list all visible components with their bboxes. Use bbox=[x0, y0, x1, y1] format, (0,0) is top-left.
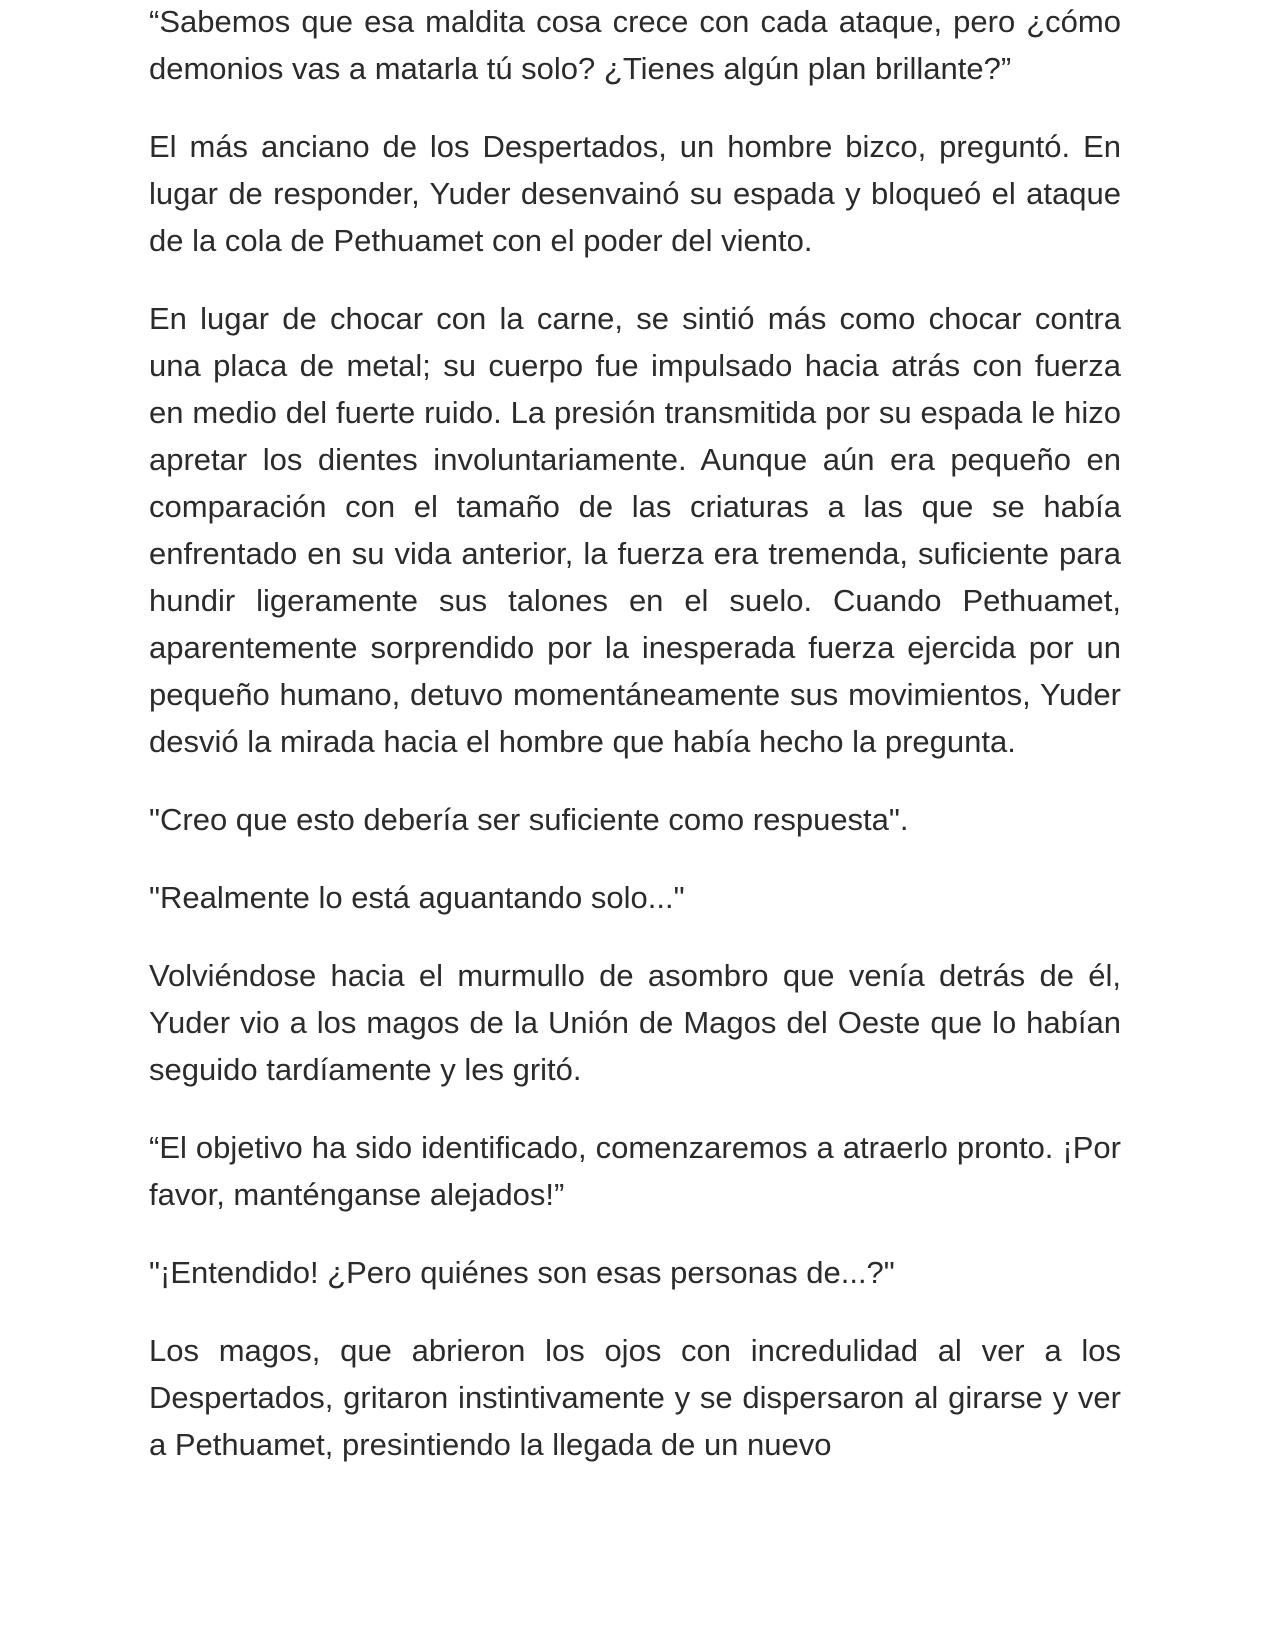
paragraph-4: "Creo que esto debería ser suficiente como respuesta". bbox=[149, 802, 909, 837]
paragraph-6: Volviéndose hacia el murmullo de asombro que venía detrás de él, Yuder vio a los magos de la Unión de Magos del Oeste que lo habían seguido tardíamente y les gritó. bbox=[149, 958, 1121, 1087]
paragraph-5: "Realmente lo está aguantando solo..." bbox=[149, 880, 685, 915]
paragraph-9: Los magos, que abrieron los ojos con incredulidad al ver a los Despertados, gritaron instintivamente y se dispersaron al girarse y ver a Pethuamet, presintiendo la llegada de un nuevo bbox=[149, 1333, 1121, 1462]
paragraph-1: “Sabemos que esa maldita cosa crece con cada ataque, pero ¿cómo demonios vas a matarla tú solo? ¿Tienes algún plan brillante?” bbox=[149, 4, 1121, 86]
paragraph-8: "¡Entendido! ¿Pero quiénes son esas personas de...?" bbox=[149, 1255, 895, 1290]
document-page bbox=[149, 0, 1121, 1650]
paragraph-3: En lugar de chocar con la carne, se sintió más como chocar contra una placa de metal; su cuerpo fue impulsado hacia atrás con fuerza en medio del fuerte ruido. La presión transmitida por su espada le hizo apretar los dientes involuntariamente. Aunque aún era pequeño en comparación con el tamaño de las criaturas a las que se había enfrentado en su vida anterior, la fuerza era tremenda, suficiente para hundir ligeramente sus talones en el suelo. Cuando Pethuamet, aparentemente sorprendido por la inesperada fuerza ejercida por un pequeño humano, detuvo momentáneamente sus movimientos, Yuder desvió la mirada hacia el hombre que había hecho la pregunta. bbox=[149, 301, 1121, 759]
paragraph-2: El más anciano de los Despertados, un hombre bizco, preguntó. En lugar de responder, Yuder desenvainó su espada y bloqueó el ataque de la cola de Pethuamet con el poder del viento. bbox=[149, 129, 1121, 258]
paragraph-7: “El objetivo ha sido identificado, comenzaremos a atraerlo pronto. ¡Por favor, manténganse alejados!” bbox=[149, 1130, 1121, 1212]
